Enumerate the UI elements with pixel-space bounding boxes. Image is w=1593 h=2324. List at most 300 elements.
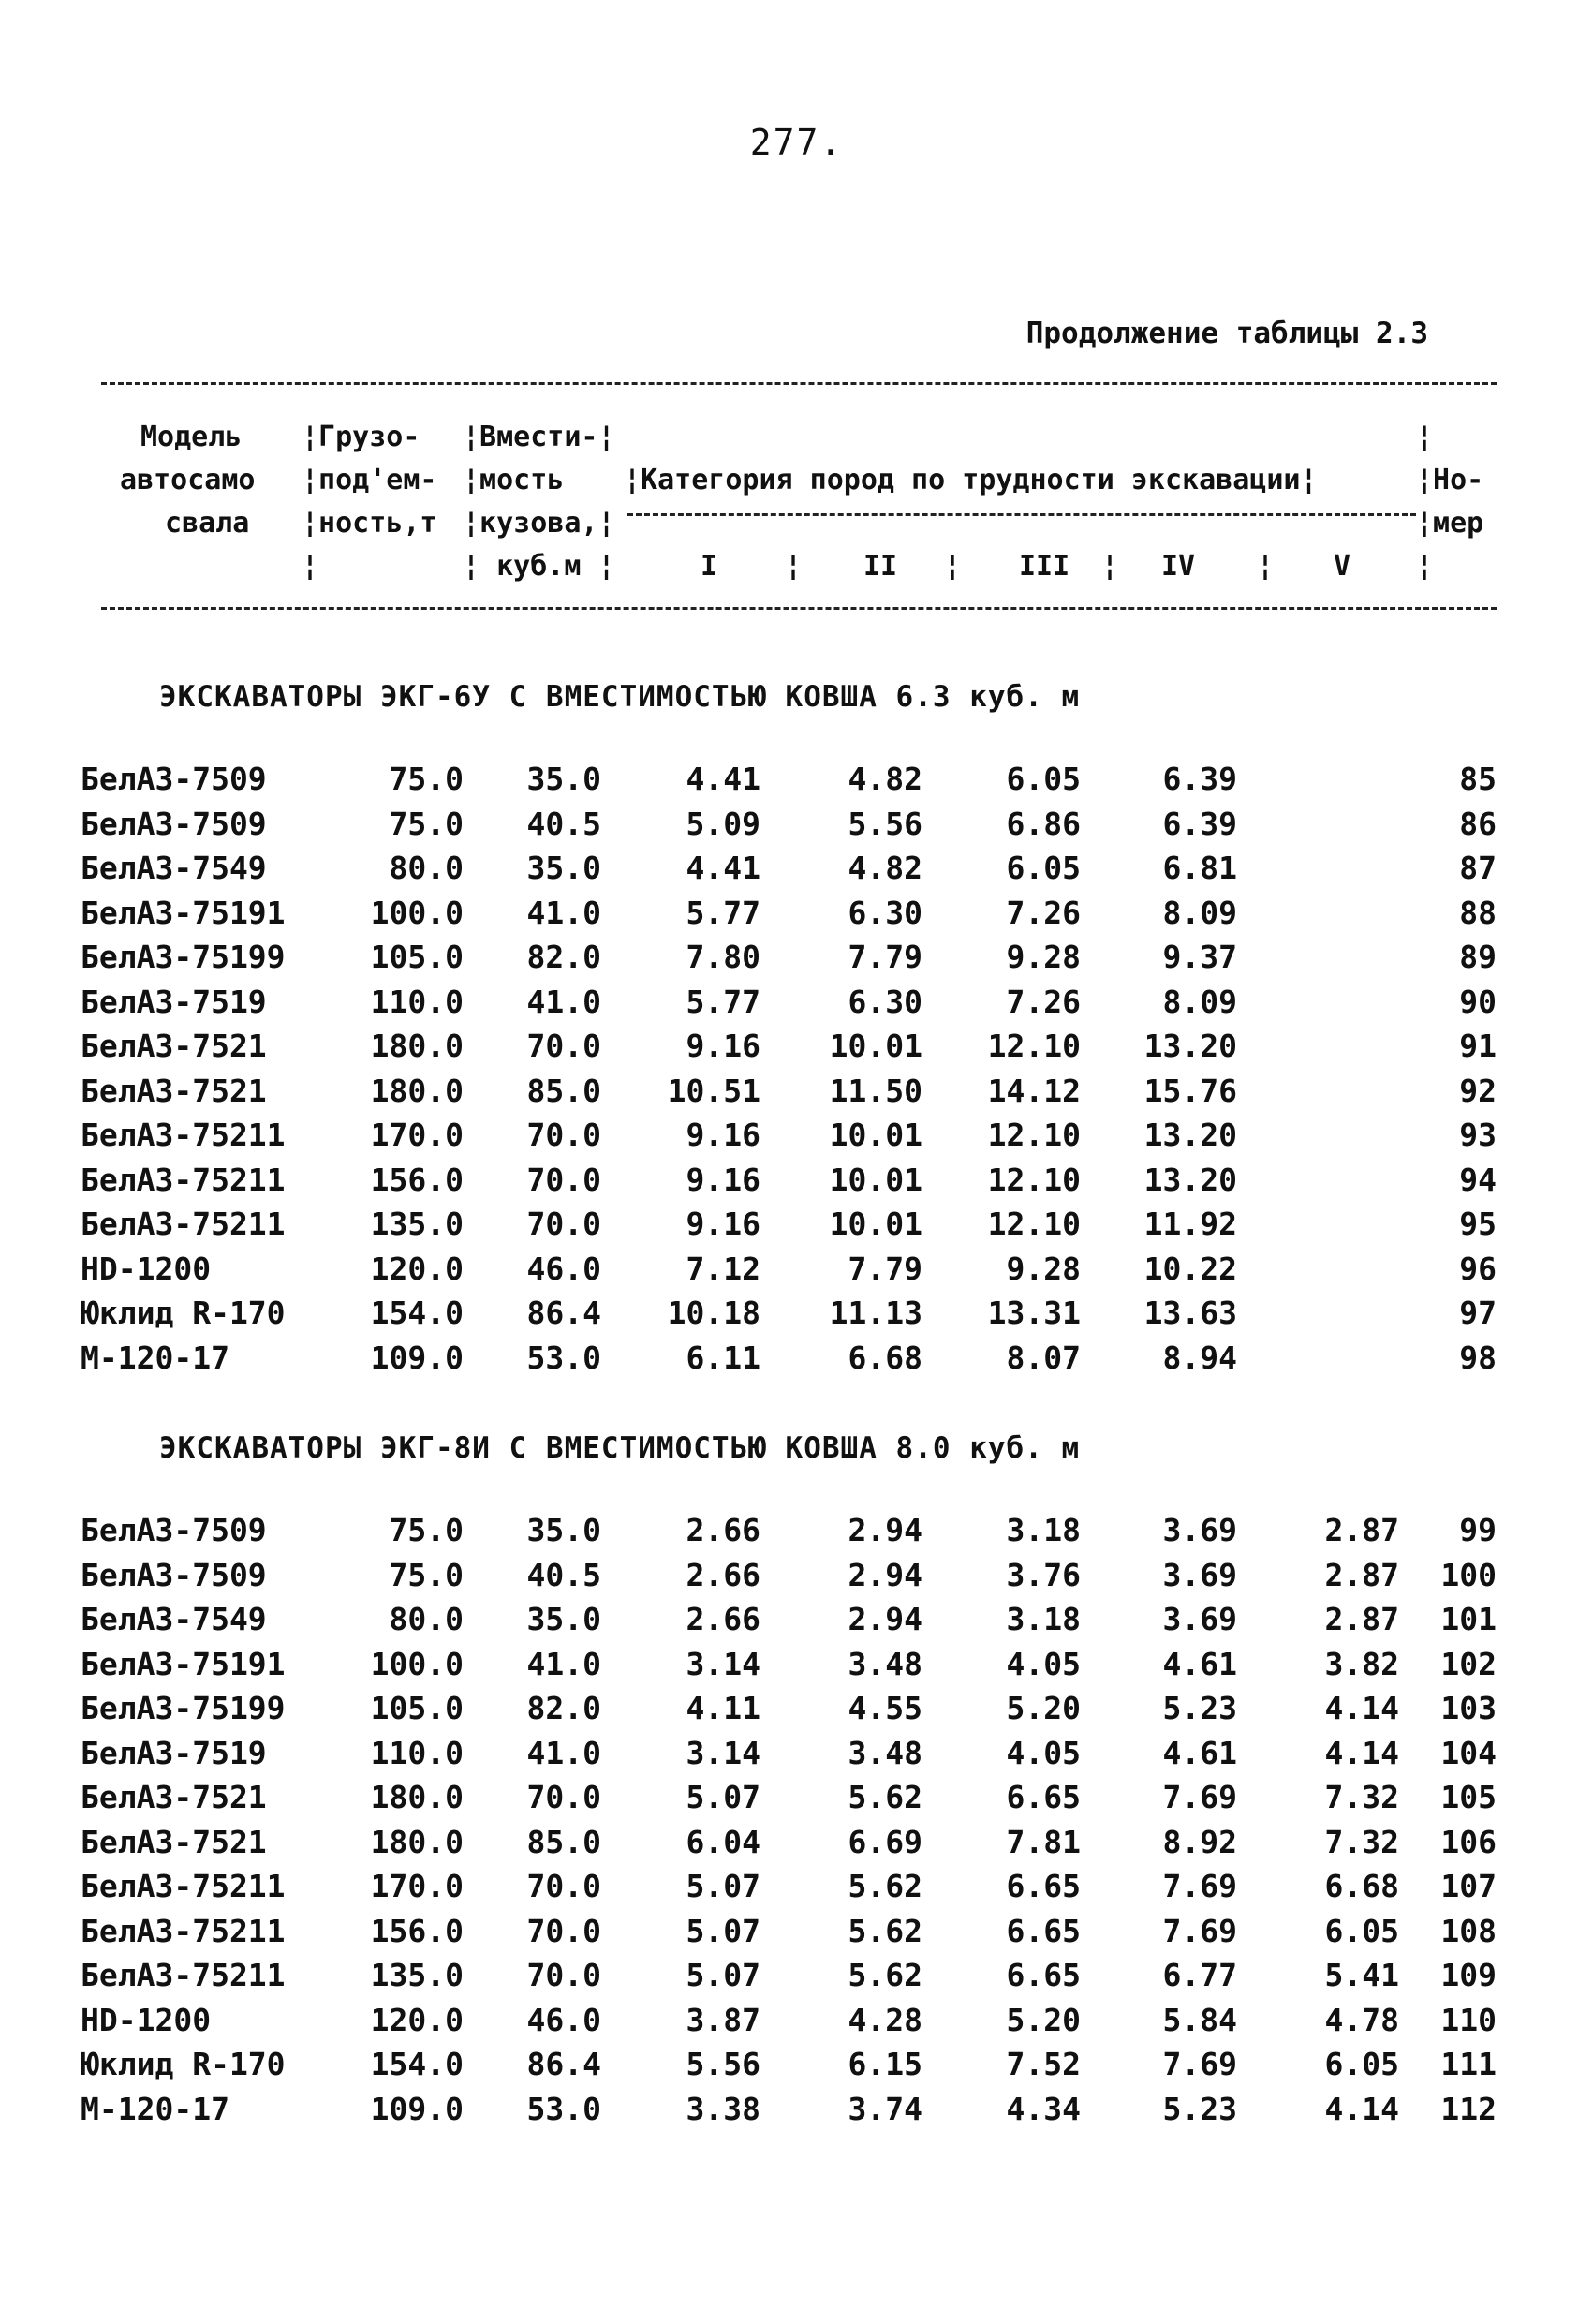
header-capacity-line: ¦ность,т [302, 507, 437, 540]
cell-number: 97 [1459, 1295, 1497, 1331]
cell-category-iv: 5.23 [1162, 1690, 1237, 1726]
cell-category-iii: 13.31 [987, 1295, 1081, 1331]
cell-category-v: 2.87 [1324, 1556, 1399, 1593]
cell-category-ii: 6.15 [848, 2046, 922, 2082]
header-volume [463, 416, 615, 588]
cell-category-ii: 5.62 [848, 1779, 922, 1815]
cell-volume: 70.0 [526, 1161, 601, 1198]
cell-model: БелАЗ-7549 [81, 850, 267, 886]
header-category-ii: II [863, 550, 898, 583]
header-top-rule [101, 382, 1497, 385]
cell-category-iii: 7.81 [1006, 1823, 1081, 1860]
cell-category-iv: 4.61 [1162, 1645, 1237, 1682]
table-row [0, 1557, 1593, 1602]
cell-category-iv: 7.69 [1162, 1779, 1237, 1815]
cell-category-iv: 13.20 [1143, 1028, 1237, 1064]
cell-category-i: 4.11 [686, 1690, 760, 1726]
header-capacity-line: ¦ [302, 550, 319, 583]
cell-category-ii: 6.30 [848, 894, 922, 931]
cell-category-iii: 12.10 [987, 1028, 1081, 1064]
cell-category-iv: 6.81 [1162, 850, 1237, 886]
header-category-rule [627, 513, 1416, 516]
cell-number: 111 [1440, 2046, 1497, 2082]
cell-category-i: 5.77 [686, 894, 760, 931]
cell-capacity: 75.0 [389, 1512, 464, 1548]
cell-capacity: 120.0 [370, 2001, 464, 2038]
cell-category-iii: 6.05 [1006, 761, 1081, 797]
header-model-line: Модель [140, 421, 243, 453]
cell-volume: 46.0 [526, 2001, 601, 2038]
table-row [0, 1251, 1593, 1295]
table-row [0, 1646, 1593, 1691]
cell-category-ii: 11.13 [829, 1295, 922, 1331]
cell-category-i: 10.51 [667, 1072, 760, 1109]
header-separator: ¦ [944, 550, 962, 583]
cell-volume: 70.0 [526, 1779, 601, 1815]
cell-model: БелАЗ-75211 [81, 1957, 286, 1993]
section-rows [0, 761, 1593, 1384]
cell-category-i: 3.38 [686, 2090, 760, 2127]
header-capacity-line: ¦под'ем- [302, 464, 437, 496]
cell-category-ii: 4.28 [848, 2001, 922, 2038]
cell-capacity: 80.0 [389, 850, 464, 886]
cell-category-v: 7.32 [1324, 1823, 1399, 1860]
cell-category-ii: 2.94 [848, 1556, 922, 1593]
table-row [0, 939, 1593, 984]
cell-category-i: 2.66 [686, 1601, 760, 1637]
cell-volume: 70.0 [526, 1912, 601, 1949]
cell-category-iii: 8.07 [1006, 1339, 1081, 1376]
cell-volume: 85.0 [526, 1072, 601, 1109]
cell-category-v: 4.78 [1324, 2001, 1399, 2038]
cell-category-iv: 5.23 [1162, 2090, 1237, 2127]
cell-category-iv: 11.92 [1143, 1206, 1237, 1242]
cell-category-i: 9.16 [686, 1161, 760, 1198]
cell-model: БелАЗ-75191 [81, 894, 286, 931]
cell-category-iv: 4.61 [1162, 1734, 1237, 1771]
cell-category-ii: 3.48 [848, 1645, 922, 1682]
cell-model: БелАЗ-7509 [81, 1556, 267, 1593]
cell-model: БелАЗ-7521 [81, 1028, 267, 1064]
cell-capacity: 170.0 [370, 1117, 464, 1153]
header-category-iii: III [1019, 550, 1070, 583]
cell-category-iv: 8.92 [1162, 1823, 1237, 1860]
cell-category-iv: 13.20 [1143, 1161, 1237, 1198]
cell-category-i: 5.77 [686, 983, 760, 1020]
table-row [0, 1028, 1593, 1073]
page-number: 277. [749, 122, 844, 163]
cell-category-ii: 6.69 [848, 1823, 922, 1860]
header-capacity-line: ¦Грузо- [302, 421, 420, 453]
cell-category-ii: 2.94 [848, 1601, 922, 1637]
cell-number: 90 [1459, 983, 1497, 1020]
table-row [0, 1735, 1593, 1780]
cell-category-iv: 3.69 [1162, 1556, 1237, 1593]
table-row [0, 1162, 1593, 1206]
cell-model: БелАЗ-7519 [81, 1734, 267, 1771]
cell-number: 99 [1459, 1512, 1497, 1548]
cell-capacity: 75.0 [389, 761, 464, 797]
cell-volume: 86.4 [526, 1295, 601, 1331]
cell-volume: 41.0 [526, 1645, 601, 1682]
cell-capacity: 120.0 [370, 1250, 464, 1287]
cell-capacity: 180.0 [370, 1779, 464, 1815]
cell-capacity: 109.0 [370, 2090, 464, 2127]
cell-capacity: 156.0 [370, 1912, 464, 1949]
cell-model: Юклид R-170 [81, 1295, 286, 1331]
cell-number: 88 [1459, 894, 1497, 931]
cell-capacity: 180.0 [370, 1028, 464, 1064]
cell-category-ii: 4.82 [848, 761, 922, 797]
cell-category-ii: 6.30 [848, 983, 922, 1020]
cell-category-i: 5.56 [686, 2046, 760, 2082]
header-separator: ¦ [1257, 550, 1275, 583]
cell-category-iii: 12.10 [987, 1161, 1081, 1198]
cell-model: БелАЗ-7509 [81, 1512, 267, 1548]
cell-volume: 70.0 [526, 1868, 601, 1904]
cell-number: 110 [1440, 2001, 1497, 2038]
header-separator: ¦ [1101, 550, 1119, 583]
cell-volume: 70.0 [526, 1206, 601, 1242]
cell-category-ii: 10.01 [829, 1028, 922, 1064]
cell-number: 85 [1459, 761, 1497, 797]
table-row [0, 1073, 1593, 1118]
cell-capacity: 156.0 [370, 1161, 464, 1198]
cell-model: БелАЗ-75211 [81, 1117, 286, 1153]
cell-volume: 86.4 [526, 2046, 601, 2082]
cell-category-v: 2.87 [1324, 1601, 1399, 1637]
cell-category-i: 9.16 [686, 1028, 760, 1064]
cell-capacity: 154.0 [370, 1295, 464, 1331]
cell-category-iv: 8.09 [1162, 894, 1237, 931]
cell-volume: 70.0 [526, 1028, 601, 1064]
cell-category-iv: 8.94 [1162, 1339, 1237, 1376]
cell-number: 94 [1459, 1161, 1497, 1198]
cell-model: БелАЗ-75199 [81, 1690, 286, 1726]
cell-category-iii: 9.28 [1006, 939, 1081, 975]
cell-model: БелАЗ-7519 [81, 983, 267, 1020]
cell-category-iii: 4.05 [1006, 1645, 1081, 1682]
cell-capacity: 170.0 [370, 1868, 464, 1904]
cell-category-iv: 8.09 [1162, 983, 1237, 1020]
cell-category-ii: 3.74 [848, 2090, 922, 2127]
cell-model: HD-1200 [81, 2001, 212, 2038]
cell-capacity: 109.0 [370, 1339, 464, 1376]
cell-category-iii: 4.05 [1006, 1734, 1081, 1771]
cell-category-i: 10.18 [667, 1295, 760, 1331]
cell-category-i: 5.09 [686, 805, 760, 842]
cell-category-ii: 11.50 [829, 1072, 922, 1109]
cell-capacity: 105.0 [370, 939, 464, 975]
cell-category-v: 3.82 [1324, 1645, 1399, 1682]
cell-category-iii: 6.86 [1006, 805, 1081, 842]
cell-category-iii: 7.26 [1006, 983, 1081, 1020]
header-volume-line: ¦ куб.м ¦ [463, 550, 615, 583]
cell-volume: 35.0 [526, 850, 601, 886]
cell-category-iii: 9.28 [1006, 1250, 1081, 1287]
cell-category-i: 9.16 [686, 1117, 760, 1153]
cell-number: 108 [1440, 1912, 1497, 1949]
cell-category-ii: 10.01 [829, 1161, 922, 1198]
cell-category-iii: 6.65 [1006, 1912, 1081, 1949]
cell-number: 105 [1440, 1779, 1497, 1815]
cell-model: БелАЗ-75211 [81, 1161, 286, 1198]
cell-category-iv: 6.77 [1162, 1957, 1237, 1993]
cell-category-ii: 4.82 [848, 850, 922, 886]
cell-number: 107 [1440, 1868, 1497, 1904]
cell-volume: 41.0 [526, 1734, 601, 1771]
cell-category-iii: 12.10 [987, 1206, 1081, 1242]
cell-category-iii: 6.65 [1006, 1868, 1081, 1904]
cell-volume: 82.0 [526, 939, 601, 975]
header-category-title: ¦Категория пород по трудности экскавации¦ [624, 464, 1318, 496]
table-row [0, 1117, 1593, 1162]
cell-capacity: 180.0 [370, 1823, 464, 1860]
cell-category-iii: 4.34 [1006, 2090, 1081, 2127]
header-number [1416, 416, 1483, 588]
cell-category-i: 7.80 [686, 939, 760, 975]
cell-category-i: 5.07 [686, 1957, 760, 1993]
cell-model: БелАЗ-7549 [81, 1601, 267, 1637]
cell-category-ii: 5.62 [848, 1957, 922, 1993]
header-number-line: ¦ [1416, 421, 1434, 453]
cell-model: М-120-17 [81, 2090, 229, 2127]
cell-category-iv: 7.69 [1162, 2046, 1237, 2082]
cell-model: Юклид R-170 [81, 2046, 286, 2082]
cell-category-iv: 6.39 [1162, 805, 1237, 842]
cell-category-i: 5.07 [686, 1868, 760, 1904]
cell-capacity: 75.0 [389, 1556, 464, 1593]
cell-capacity: 100.0 [370, 894, 464, 931]
header-number-line: ¦мер [1416, 507, 1484, 540]
cell-model: БелАЗ-75211 [81, 1912, 286, 1949]
cell-category-iv: 5.84 [1162, 2001, 1237, 2038]
cell-category-iv: 7.69 [1162, 1912, 1237, 1949]
cell-model: БелАЗ-75211 [81, 1868, 286, 1904]
cell-category-iv: 3.69 [1162, 1601, 1237, 1637]
table-row [0, 1690, 1593, 1735]
cell-volume: 70.0 [526, 1117, 601, 1153]
header-volume-line: ¦Вмести-¦ [463, 421, 615, 453]
cell-category-iii: 14.12 [987, 1072, 1081, 1109]
cell-capacity: 105.0 [370, 1690, 464, 1726]
cell-category-iii: 6.65 [1006, 1779, 1081, 1815]
table-row [0, 1868, 1593, 1913]
cell-category-v: 4.14 [1324, 1690, 1399, 1726]
table-row [0, 2002, 1593, 2047]
table-row [0, 895, 1593, 940]
cell-category-i: 7.12 [686, 1250, 760, 1287]
cell-category-iii: 3.76 [1006, 1556, 1081, 1593]
table-continuation-caption: Продолжение таблицы 2.3 [1025, 317, 1428, 350]
cell-category-ii: 4.55 [848, 1690, 922, 1726]
header-number-line: ¦Но- [1416, 464, 1484, 496]
cell-number: 106 [1440, 1823, 1497, 1860]
cell-category-iv: 7.69 [1162, 1868, 1237, 1904]
cell-category-ii: 3.48 [848, 1734, 922, 1771]
cell-category-ii: 5.62 [848, 1912, 922, 1949]
cell-capacity: 110.0 [370, 1734, 464, 1771]
cell-volume: 35.0 [526, 761, 601, 797]
header-category-iv: IV [1161, 550, 1196, 583]
cell-number: 96 [1459, 1250, 1497, 1287]
cell-capacity: 135.0 [370, 1206, 464, 1242]
header-model-line: автосамо [120, 464, 256, 496]
cell-category-i: 2.66 [686, 1512, 760, 1548]
cell-category-v: 4.14 [1324, 2090, 1399, 2127]
cell-number: 98 [1459, 1339, 1497, 1376]
cell-category-v: 4.14 [1324, 1734, 1399, 1771]
cell-category-i: 6.04 [686, 1823, 760, 1860]
table-row [0, 1601, 1593, 1646]
cell-category-i: 3.87 [686, 2001, 760, 2038]
table-row [0, 2091, 1593, 2136]
cell-model: М-120-17 [81, 1339, 229, 1376]
cell-number: 104 [1440, 1734, 1497, 1771]
header-category-i: I [701, 550, 718, 583]
cell-number: 102 [1440, 1645, 1497, 1682]
cell-category-iii: 3.18 [1006, 1512, 1081, 1548]
cell-category-iv: 10.22 [1143, 1250, 1237, 1287]
cell-number: 92 [1459, 1072, 1497, 1109]
cell-volume: 41.0 [526, 983, 601, 1020]
cell-capacity: 110.0 [370, 983, 464, 1020]
cell-category-iv: 13.63 [1143, 1295, 1237, 1331]
header-capacity [302, 416, 437, 588]
cell-capacity: 75.0 [389, 805, 464, 842]
header-category-v: V [1334, 550, 1351, 583]
cell-volume: 85.0 [526, 1823, 601, 1860]
cell-volume: 35.0 [526, 1601, 601, 1637]
cell-category-iv: 13.20 [1143, 1117, 1237, 1153]
header-number-line: ¦ [1416, 550, 1434, 583]
header-separator: ¦ [785, 550, 803, 583]
cell-category-ii: 7.79 [848, 1250, 922, 1287]
cell-category-i: 5.07 [686, 1779, 760, 1815]
cell-number: 103 [1440, 1690, 1497, 1726]
table-row [0, 761, 1593, 806]
cell-category-iii: 5.20 [1006, 1690, 1081, 1726]
cell-category-ii: 10.01 [829, 1206, 922, 1242]
cell-category-iii: 5.20 [1006, 2001, 1081, 2038]
cell-capacity: 180.0 [370, 1072, 464, 1109]
table-row [0, 1779, 1593, 1824]
cell-category-iii: 12.10 [987, 1117, 1081, 1153]
cell-category-iv: 3.69 [1162, 1512, 1237, 1548]
cell-category-v: 5.41 [1324, 1957, 1399, 1993]
section-title: ЭКСКАВАТОРЫ ЭКГ-8И С ВМЕСТИМОСТЬЮ КОВША 8.0 куб. м [159, 1431, 1081, 1465]
cell-category-iv: 6.39 [1162, 761, 1237, 797]
cell-category-ii: 5.62 [848, 1868, 922, 1904]
cell-number: 100 [1440, 1556, 1497, 1593]
cell-model: БелАЗ-75199 [81, 939, 286, 975]
cell-model: HD-1200 [81, 1250, 212, 1287]
cell-category-ii: 5.56 [848, 805, 922, 842]
cell-volume: 46.0 [526, 1250, 601, 1287]
cell-category-i: 5.07 [686, 1912, 760, 1949]
cell-category-iii: 6.05 [1006, 850, 1081, 886]
cell-number: 93 [1459, 1117, 1497, 1153]
table-row [0, 1295, 1593, 1340]
header-model [140, 416, 242, 459]
header-bottom-rule [101, 607, 1497, 610]
cell-category-ii: 7.79 [848, 939, 922, 975]
cell-model: БелАЗ-7521 [81, 1072, 267, 1109]
cell-capacity: 80.0 [389, 1601, 464, 1637]
table-row [0, 984, 1593, 1029]
cell-category-i: 2.66 [686, 1556, 760, 1593]
cell-category-iii: 6.65 [1006, 1957, 1081, 1993]
cell-category-v: 6.68 [1324, 1868, 1399, 1904]
header-model [165, 502, 249, 545]
cell-category-i: 3.14 [686, 1734, 760, 1771]
header-volume-line: ¦мость [463, 464, 565, 496]
cell-number: 89 [1459, 939, 1497, 975]
cell-category-v: 6.05 [1324, 1912, 1399, 1949]
cell-number: 91 [1459, 1028, 1497, 1064]
cell-volume: 40.5 [526, 805, 601, 842]
cell-category-iv: 9.37 [1162, 939, 1237, 975]
table-row [0, 1913, 1593, 1958]
header-volume-line: ¦кузова,¦ [463, 507, 615, 540]
table-row [0, 1340, 1593, 1384]
cell-model: БелАЗ-7521 [81, 1823, 267, 1860]
header-model-line: свала [165, 507, 250, 540]
cell-number: 109 [1440, 1957, 1497, 1993]
cell-category-i: 4.41 [686, 761, 760, 797]
cell-model: БелАЗ-75191 [81, 1645, 286, 1682]
section-rows [0, 1512, 1593, 2135]
cell-category-v: 2.87 [1324, 1512, 1399, 1548]
cell-model: БелАЗ-7521 [81, 1779, 267, 1815]
cell-category-i: 9.16 [686, 1206, 760, 1242]
cell-volume: 70.0 [526, 1957, 601, 1993]
cell-category-iii: 7.52 [1006, 2046, 1081, 2082]
cell-volume: 40.5 [526, 1556, 601, 1593]
table-row [0, 850, 1593, 895]
cell-category-v: 6.05 [1324, 2046, 1399, 2082]
section-title: ЭКСКАВАТОРЫ ЭКГ-6У С ВМЕСТИМОСТЬЮ КОВША 6.3 куб. м [159, 680, 1081, 714]
cell-volume: 82.0 [526, 1690, 601, 1726]
cell-volume: 53.0 [526, 2090, 601, 2127]
cell-volume: 53.0 [526, 1339, 601, 1376]
table-row [0, 1824, 1593, 1869]
cell-category-ii: 10.01 [829, 1117, 922, 1153]
table-row [0, 2046, 1593, 2091]
cell-category-ii: 6.68 [848, 1339, 922, 1376]
cell-number: 101 [1440, 1601, 1497, 1637]
table-row [0, 1957, 1593, 2002]
cell-category-i: 6.11 [686, 1339, 760, 1376]
cell-model: БелАЗ-7509 [81, 761, 267, 797]
table-row [0, 806, 1593, 851]
cell-model: БелАЗ-7509 [81, 805, 267, 842]
cell-model: БелАЗ-75211 [81, 1206, 286, 1242]
cell-volume: 35.0 [526, 1512, 601, 1548]
cell-category-iv: 15.76 [1143, 1072, 1237, 1109]
cell-number: 95 [1459, 1206, 1497, 1242]
header-model [120, 459, 256, 502]
cell-number: 112 [1440, 2090, 1497, 2127]
cell-capacity: 100.0 [370, 1645, 464, 1682]
cell-number: 86 [1459, 805, 1497, 842]
table-row [0, 1206, 1593, 1251]
cell-capacity: 135.0 [370, 1957, 464, 1993]
cell-category-i: 4.41 [686, 850, 760, 886]
cell-category-iii: 3.18 [1006, 1601, 1081, 1637]
table-row [0, 1512, 1593, 1557]
cell-category-ii: 2.94 [848, 1512, 922, 1548]
